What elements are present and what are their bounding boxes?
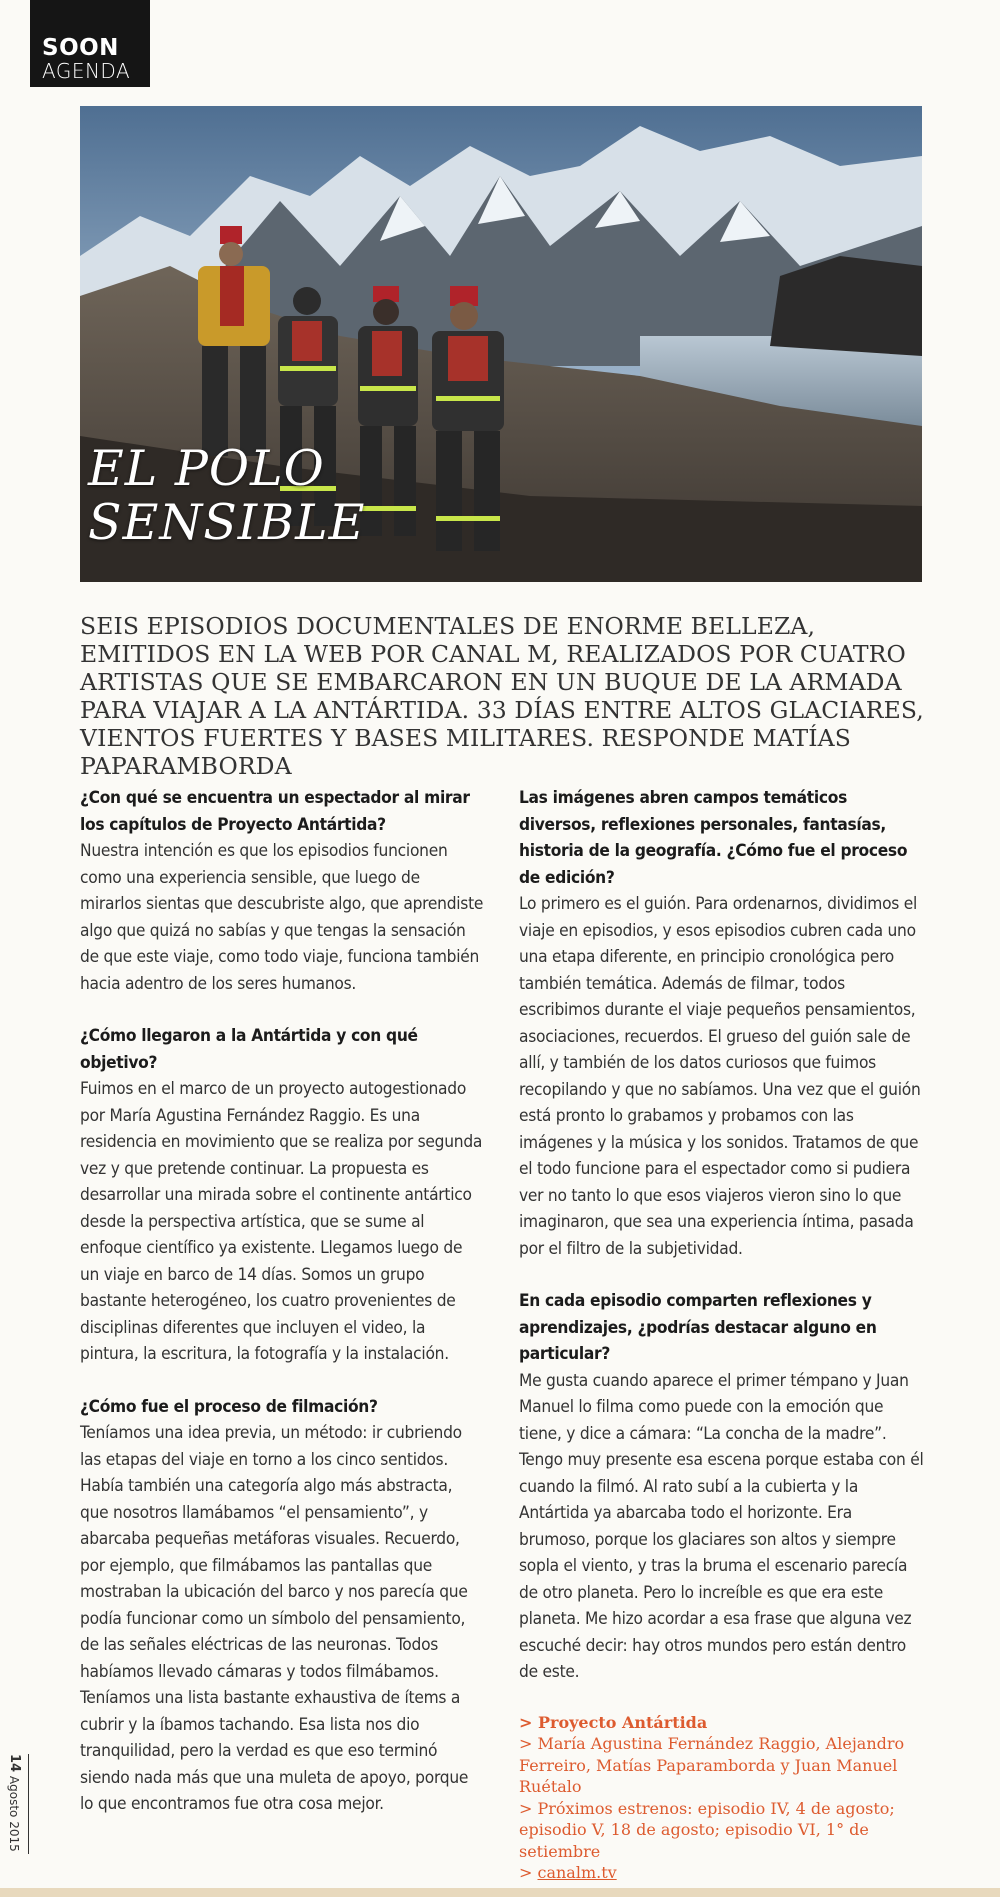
left-column <box>80 785 485 1844</box>
qa-block <box>80 1023 485 1368</box>
right-column <box>519 785 924 1884</box>
credits-box <box>519 1712 924 1884</box>
answer: Fuimos en el marco de un proyecto autogestionado por María Agustina Fernández Raggio. Es una residencia en movimiento que se realiza por segunda vez y que pretende continuar. La propuesta es desarrollar una mirada sobre el continente antártico desde la perspectiva artística, que se sume al enfoque científico ya existente. Llegamos luego de un viaje en barco de 14 días. Somos un grupo bastante heterogéneo, los cuatro provenientes de disciplinas diferentes que incluyen el video, la pintura, la escritura, la fotografía y la instalación. <box>80 1079 483 1364</box>
credits-link-prefix: > <box>519 1863 538 1882</box>
credits-authors: > María Agustina Fernández Raggio, Alejandro Ferreiro, Matías Paparamborda y Juan Manuel Ruétalo <box>519 1734 905 1796</box>
qa-block <box>80 1394 485 1818</box>
hero-title-line-2: SENSIBLE <box>88 494 366 551</box>
article-lead: SEIS EPISODIOS DOCUMENTALES DE ENORME BELLEZA, EMITIDOS EN LA WEB POR CANAL M, REALIZADOS POR CUATRO ARTISTAS QUE SE EMBARCARON EN UN BUQUE DE LA ARMADA PARA VIAJAR A LA ANTÁRTIDA. 33 DÍAS ENTRE ALTOS GLACIARES, VIENTOS FUERTES Y BASES MILITARES. RESPONDE MATÍAS PAPARAMBORDA <box>80 612 924 780</box>
folio-rule <box>28 1754 29 1854</box>
folio-text <box>7 1754 22 1852</box>
question: ¿Con qué se encuentra un espectador al mirar los capítulos de Proyecto Antártida? <box>80 788 470 835</box>
question: ¿Cómo fue el proceso de filmación? <box>80 1396 378 1417</box>
hero-title-line-1: EL POLO <box>88 440 325 497</box>
question: Las imágenes abren campos temáticos diversos, reflexiones personales, fantasías, historia de la geografía. ¿Cómo fue el proceso de edición? <box>519 788 908 888</box>
credits-premieres: > Próximos estrenos: episodio IV, 4 de agosto; episodio V, 18 de agosto; episodio VI, 1° de setiembre <box>519 1798 895 1861</box>
qa-block <box>80 785 485 997</box>
page-folio <box>2 1750 30 1860</box>
credits-link-row <box>519 1862 924 1884</box>
answer: Teníamos una idea previa, un método: ir cubriendo las etapas del viaje en torno a los cinco sentidos. Había también una categoría algo más abstracta, que nosotros llamábamos “el pensamiento”, y abarcaba pequeñas metáforas visuales. Recuerdo, por ejemplo, que filmábamos las pantallas que mostraban la ubicación del barco y nos parecía que podía funcionar como un símbolo del pensamiento, de las señales eléctricas de las neuronas. Todos habíamos llevado cámaras y todos filmábamos. Teníamos una lista bastante exhaustiva de ítems a cubrir y la íbamos tachando. Esa lista nos dio tranquilidad, pero la verdad es que eso terminó siendo nada más que una muleta de apoyo, porque lo que encontramos fue otra cosa mejor. <box>80 1423 469 1814</box>
qa-block <box>519 1288 924 1686</box>
hero-title <box>88 442 365 550</box>
section-name: SOON <box>42 35 119 61</box>
credits-title: > Proyecto Antártida <box>519 1712 708 1732</box>
section-subname: AGENDA <box>42 59 131 83</box>
hero-photo <box>80 106 922 582</box>
question: En cada episodio comparten reflexiones y aprendizajes, ¿podrías destacar alguno en particular? <box>519 1291 877 1364</box>
canalm-link[interactable]: canalm.tv <box>537 1863 617 1882</box>
answer: Me gusta cuando aparece el primer témpano y Juan Manuel lo filma como puede con la emoción que tiene, y dice a cámara: “La concha de la madre”. Tengo muy presente esa escena porque estaba con él cuando la filmó. Al rato subí a la cubierta y la Antártida ya abarcaba todo el horizonte. Era brumoso, porque los glaciares son altos y siempre sopla el viento, y tras la bruma el escenario parecía de otro planeta. Pero lo increíble es que era este planeta. Me hizo acordar a esa frase que alguna vez escuché decir: hay otros mundos pero están dentro de este. <box>519 1370 924 1682</box>
page-number: 14 <box>7 1754 22 1773</box>
qa-block <box>519 785 924 1262</box>
answer: Nuestra intención es que los episodios funcionen como una experiencia sensible, que luego de mirarlos sientas que descubriste algo, que aprendiste algo que quizá no sabías y que tengas la sensación de que este viaje, como todo viaje, funciona también hacia adentro de los seres humanos. <box>80 841 484 994</box>
answer: Lo primero es el guión. Para ordenarnos, dividimos el viaje en episodios, y esos episodios cubren cada uno una etapa diferente, en principio cronológica pero también temática. Además de filmar, todos escribimos durante el viaje pequeños pensamientos, asociaciones, recuerdos. El grueso del guión sale de allí, y también de los datos curiosos que fuimos recopilando y que no sabíamos. Una vez que el guión está pronto lo grabamos y probamos con las imágenes y la música y los sonidos. Tratamos de que el todo funcione para el espectador como si pudiera ver no tanto lo que esos viajeros vieron sino lo que imaginaron, que sea una experiencia íntima, pasada por el filtro de la subjetividad. <box>519 894 921 1259</box>
issue-date: Agosto 2015 <box>7 1775 21 1852</box>
section-tag <box>30 0 150 87</box>
question: ¿Cómo llegaron a la Antártida y con qué objetivo? <box>80 1026 418 1073</box>
page-bottom-edge <box>0 1888 1000 1897</box>
